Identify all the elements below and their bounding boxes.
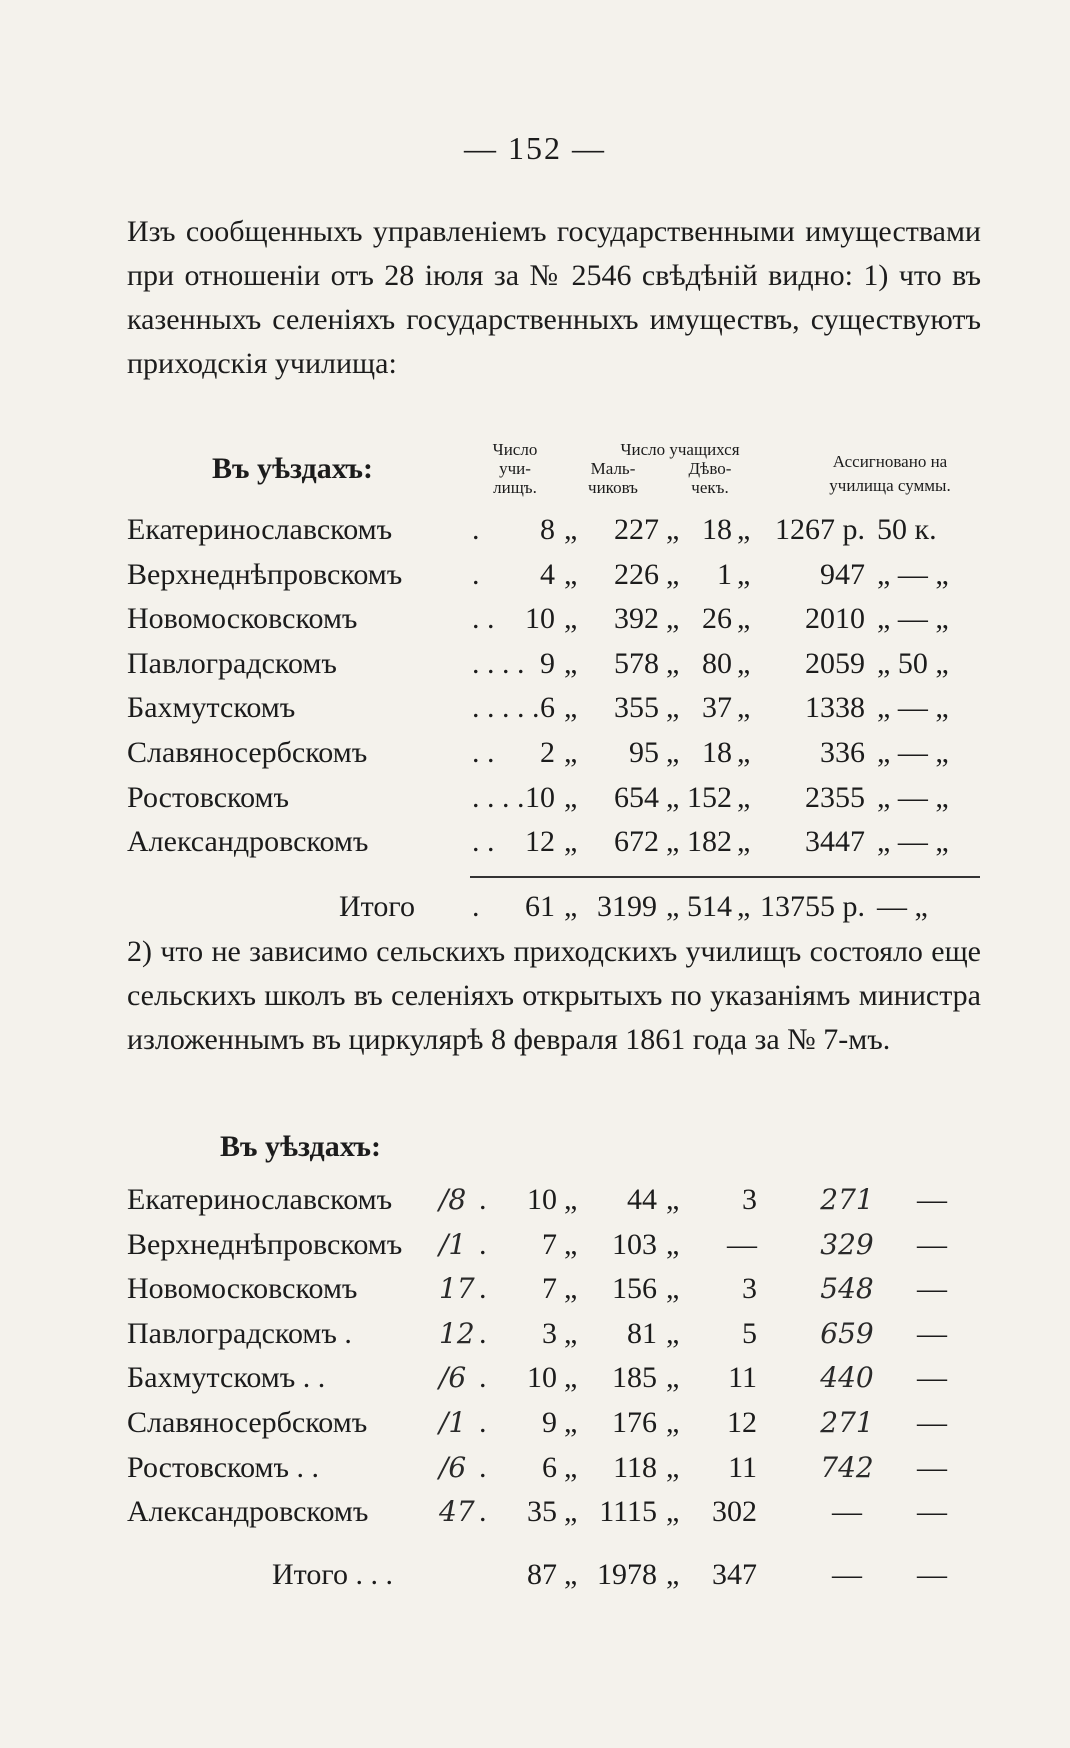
dash: — bbox=[917, 1406, 947, 1439]
table1-row bbox=[127, 602, 987, 646]
row-dots: . . . . bbox=[472, 646, 525, 680]
row-dot: . bbox=[479, 1450, 487, 1484]
region-name: Бахмутскомъ bbox=[127, 691, 296, 725]
sum-rubles: 1338 bbox=[805, 691, 865, 725]
sum-rubles: 1267 р. bbox=[775, 513, 865, 546]
handwritten-number: 12 bbox=[439, 1316, 475, 1350]
col-girls-line2: чекъ. bbox=[691, 478, 729, 497]
schools-count: 4 bbox=[540, 557, 555, 591]
boys-count: 355 bbox=[614, 691, 659, 725]
quote: „ bbox=[666, 557, 680, 591]
table2-total-row: Итого . . . 87 „ 1978 „ 347 — — bbox=[127, 1558, 987, 1602]
t2-total-schools: 87 bbox=[527, 1558, 557, 1591]
girls-count: 182 bbox=[687, 825, 732, 859]
schools-count: 10 bbox=[525, 602, 555, 636]
t2-total-boys: 1978 bbox=[597, 1558, 657, 1591]
sum-rubles: 2059 bbox=[805, 646, 865, 680]
schools-count: 12 bbox=[525, 825, 555, 859]
region-name: Павлоградскомъ bbox=[127, 646, 337, 680]
sum-kopecks: „ — „ bbox=[877, 825, 949, 859]
sum-kopecks: „ — „ bbox=[877, 557, 949, 591]
row-dot: . bbox=[479, 1183, 487, 1216]
boys-count: 95 bbox=[629, 736, 659, 769]
boys-count: 118 bbox=[613, 1450, 657, 1484]
row-dot: . bbox=[479, 1227, 487, 1261]
girls-count: 18 bbox=[702, 736, 732, 769]
boys-count: 185 bbox=[612, 1361, 657, 1395]
quote: „ bbox=[666, 825, 680, 859]
row-dot: . bbox=[479, 1272, 487, 1306]
quote: „ bbox=[666, 1406, 680, 1439]
row-dot: . bbox=[479, 1406, 487, 1439]
quote: „ bbox=[666, 1272, 680, 1306]
total-quote-3: „ bbox=[737, 890, 751, 923]
boys-count: 226 bbox=[614, 557, 659, 591]
sum-kopecks: 50 к. bbox=[877, 513, 937, 546]
table2-row bbox=[127, 1317, 987, 1361]
girls-count: 18 bbox=[702, 513, 732, 546]
girls-count: 3 bbox=[742, 1272, 757, 1306]
girls-count: 80 bbox=[702, 646, 732, 680]
table1-col-sum bbox=[800, 450, 980, 498]
row-dots: . . . . . bbox=[472, 691, 540, 725]
boys-count: 103 bbox=[612, 1227, 657, 1261]
quote: „ bbox=[564, 557, 578, 591]
col-sum-line1: Ассигновано на bbox=[832, 452, 948, 471]
table1-row bbox=[127, 647, 987, 691]
quote: „ bbox=[666, 513, 680, 546]
girls-count: 5 bbox=[742, 1316, 757, 1350]
total-label: Итого bbox=[339, 890, 415, 923]
total-girls: 514 bbox=[687, 890, 732, 923]
table1-region-header: Въ уѣздахъ: bbox=[212, 452, 374, 485]
boys-count: 227 bbox=[614, 513, 659, 546]
total-kop: — „ bbox=[877, 890, 928, 923]
t2-total-label: Итого . . . bbox=[272, 1558, 393, 1591]
boys-count: 176 bbox=[612, 1406, 657, 1439]
sum-kopecks: „ — „ bbox=[877, 691, 949, 725]
girls-count: 152 bbox=[687, 780, 732, 814]
girls-count: 302 bbox=[712, 1495, 757, 1529]
dash: — bbox=[917, 1495, 947, 1529]
region-name: Павлоградскомъ . bbox=[127, 1316, 352, 1350]
sum-rubles: 2010 bbox=[805, 602, 865, 636]
quote: „ bbox=[564, 1495, 578, 1529]
girls-count: 11 bbox=[728, 1450, 757, 1484]
girls-count: 3 bbox=[742, 1183, 757, 1216]
region-name: Славяносербскомъ bbox=[127, 1406, 368, 1439]
col-girls-line1: Дѣво- bbox=[688, 459, 732, 478]
schools-count: 9 bbox=[542, 1406, 557, 1439]
boys-count: 1115 bbox=[599, 1495, 657, 1529]
handwritten-number: /1 bbox=[439, 1227, 467, 1261]
girls-count: 26 bbox=[702, 602, 732, 636]
quote: „ bbox=[564, 602, 578, 636]
table1-col-boys bbox=[568, 459, 658, 497]
region-name: Александровскомъ bbox=[127, 1495, 369, 1529]
table2-row bbox=[127, 1495, 987, 1539]
quote: „ bbox=[564, 780, 578, 814]
quote: „ bbox=[564, 1272, 578, 1306]
boys-count: 81 bbox=[627, 1316, 657, 1350]
total-dots: . bbox=[472, 890, 480, 923]
table1-col-girls bbox=[660, 459, 760, 497]
region-name: Новомосковскомъ bbox=[127, 602, 358, 636]
table2-row bbox=[127, 1228, 987, 1272]
intro-paragraph: Изъ сообщенныхъ управленіемъ государственными имуществами при отношеніи отъ 28 іюля за № 2546 свѣдѣній видно: 1) что въ казенныхъ селеніяхъ государственныхъ имуществъ, существуютъ приходскія училища: bbox=[127, 215, 981, 380]
row-dots: . bbox=[472, 557, 480, 591]
schools-count: 10 bbox=[525, 780, 555, 814]
handwritten-sum: 548 bbox=[820, 1272, 874, 1306]
dash: — bbox=[917, 1183, 947, 1216]
region-name: Бахмутскомъ . . bbox=[127, 1361, 326, 1395]
dash: — bbox=[917, 1361, 947, 1395]
boys-count: 672 bbox=[614, 825, 659, 859]
handwritten-sum: 742 bbox=[820, 1450, 874, 1484]
boys-count: 392 bbox=[614, 602, 659, 636]
region-name: Екатеринославскомъ bbox=[127, 513, 393, 546]
table1-col-schools bbox=[470, 440, 560, 497]
quote: „ bbox=[564, 736, 578, 769]
quote: „ bbox=[564, 1183, 578, 1216]
quote: „ bbox=[666, 1227, 680, 1261]
quote: „ bbox=[666, 691, 680, 725]
total-quote-1: „ bbox=[564, 890, 578, 923]
handwritten-sum: 271 bbox=[820, 1183, 874, 1216]
table1-total-rule bbox=[470, 876, 980, 878]
quote: „ bbox=[737, 513, 751, 546]
sum-rubles: 2355 bbox=[805, 780, 865, 814]
table2-row bbox=[127, 1451, 987, 1495]
schools-count: 35 bbox=[527, 1495, 557, 1529]
row-dot: . bbox=[479, 1316, 487, 1350]
handwritten-sum: 659 bbox=[820, 1316, 874, 1350]
dash: — bbox=[917, 1227, 947, 1261]
dash: — bbox=[832, 1495, 862, 1529]
total-schools: 61 bbox=[525, 890, 555, 923]
quote: „ bbox=[666, 780, 680, 814]
t2-total-dash2: — bbox=[917, 1558, 947, 1591]
quote: „ bbox=[666, 736, 680, 769]
t2-total-dash1: — bbox=[832, 1558, 862, 1591]
handwritten-number: /6 bbox=[439, 1450, 467, 1484]
table2-row bbox=[127, 1361, 987, 1405]
row-dots: . bbox=[472, 513, 480, 546]
table1-row bbox=[127, 825, 987, 869]
col-schools-line2: учи- bbox=[499, 459, 531, 478]
boys-count: 156 bbox=[612, 1272, 657, 1306]
total-quote-2: „ bbox=[666, 890, 680, 923]
handwritten-sum: 329 bbox=[820, 1227, 874, 1261]
quote: „ bbox=[564, 1227, 578, 1261]
sum-rubles: 336 bbox=[820, 736, 865, 769]
row-dot: . bbox=[479, 1361, 487, 1395]
boys-count: 654 bbox=[614, 780, 659, 814]
region-name: Верхнеднѣпровскомъ bbox=[127, 557, 403, 591]
page-number: — 152 — bbox=[464, 130, 606, 166]
schools-count: 8 bbox=[540, 513, 555, 546]
table2-row bbox=[127, 1183, 987, 1227]
quote: „ bbox=[737, 557, 751, 591]
t2-total-girls: 347 bbox=[712, 1558, 757, 1591]
handwritten-number: /1 bbox=[439, 1406, 467, 1439]
quote: „ bbox=[737, 691, 751, 725]
schools-count: 6 bbox=[540, 691, 555, 725]
region-name: Ростовскомъ bbox=[127, 780, 289, 814]
quote: „ bbox=[564, 825, 578, 859]
handwritten-number: /6 bbox=[439, 1361, 467, 1395]
girls-count: — bbox=[727, 1227, 757, 1261]
dash: — bbox=[917, 1272, 947, 1306]
sum-kopecks: „ 50 „ bbox=[877, 646, 949, 680]
sum-rubles: 947 bbox=[820, 557, 865, 591]
quote: „ bbox=[564, 646, 578, 680]
schools-count: 10 bbox=[527, 1361, 557, 1395]
table1-row bbox=[127, 558, 987, 602]
dash: — bbox=[917, 1450, 947, 1484]
quote: „ bbox=[564, 691, 578, 725]
table1-row bbox=[127, 736, 987, 780]
schools-count: 7 bbox=[542, 1227, 557, 1261]
dash: — bbox=[917, 1316, 947, 1350]
schools-count: 10 bbox=[527, 1183, 557, 1216]
handwritten-sum: 271 bbox=[820, 1406, 874, 1439]
handwritten-sum: 440 bbox=[820, 1361, 874, 1395]
row-dot: . bbox=[479, 1495, 487, 1529]
schools-count: 2 bbox=[540, 736, 555, 769]
region-name: Славяносербскомъ bbox=[127, 736, 368, 769]
quote: „ bbox=[564, 1361, 578, 1395]
sum-kopecks: „ — „ bbox=[877, 602, 949, 636]
quote: „ bbox=[666, 1316, 680, 1350]
region-name: Ростовскомъ . . bbox=[127, 1450, 319, 1484]
quote: „ bbox=[737, 602, 751, 636]
table2-region-header: Въ уѣздахъ: bbox=[220, 1130, 382, 1163]
row-dots: . . bbox=[472, 736, 495, 769]
region-name: Екатеринославскомъ bbox=[127, 1183, 393, 1216]
col-schools-line1: Число bbox=[492, 440, 538, 459]
quote: „ bbox=[666, 1495, 680, 1529]
quote: „ bbox=[666, 1450, 680, 1484]
girls-count: 12 bbox=[727, 1406, 757, 1439]
table1-total-row bbox=[127, 890, 987, 934]
region-name: Александровскомъ bbox=[127, 825, 369, 859]
girls-count: 1 bbox=[717, 557, 732, 591]
quote: „ bbox=[564, 1450, 578, 1484]
quote: „ bbox=[666, 1361, 680, 1395]
quote: „ bbox=[666, 646, 680, 680]
quote: „ bbox=[564, 1316, 578, 1350]
quote: „ bbox=[564, 1406, 578, 1439]
handwritten-number: 47 bbox=[439, 1495, 475, 1529]
quote: „ bbox=[666, 1183, 680, 1216]
col-boys-line2: чиковъ bbox=[588, 478, 638, 497]
sum-kopecks: „ — „ bbox=[877, 736, 949, 769]
region-name: Новомосковскомъ bbox=[127, 1272, 358, 1306]
region-name: Верхнеднѣпровскомъ bbox=[127, 1227, 403, 1261]
table1-row bbox=[127, 781, 987, 825]
sum-rubles: 3447 bbox=[805, 825, 865, 859]
girls-count: 11 bbox=[728, 1361, 757, 1395]
col-sum-line2: училища суммы. bbox=[829, 476, 951, 495]
total-boys: 3199 bbox=[597, 890, 657, 923]
girls-count: 37 bbox=[702, 691, 732, 725]
quote: „ bbox=[737, 780, 751, 814]
quote: „ bbox=[666, 602, 680, 636]
table2-row bbox=[127, 1272, 987, 1316]
schools-count: 7 bbox=[542, 1272, 557, 1306]
boys-count: 44 bbox=[627, 1183, 657, 1216]
total-rub: 13755 р. bbox=[760, 890, 865, 923]
row-dots: . . bbox=[472, 602, 495, 636]
schools-count: 6 bbox=[542, 1450, 557, 1484]
schools-count: 9 bbox=[540, 646, 555, 680]
table2-row bbox=[127, 1406, 987, 1450]
sum-kopecks: „ — „ bbox=[877, 780, 949, 814]
quote: „ bbox=[737, 646, 751, 680]
quote: „ bbox=[737, 736, 751, 769]
schools-count: 3 bbox=[542, 1316, 557, 1350]
row-dots: . . bbox=[472, 825, 495, 859]
quote: „ bbox=[737, 825, 751, 859]
col-schools-line3: лищъ. bbox=[493, 478, 537, 497]
handwritten-number: 17 bbox=[439, 1272, 475, 1306]
table1-row bbox=[127, 513, 987, 557]
handwritten-number: /8 bbox=[439, 1183, 467, 1216]
table1-col-pupils-header: Число учащихся bbox=[620, 440, 740, 459]
second-paragraph: 2) что не зависимо сельскихъ приходскихъ училищъ состояло еще сельскихъ школъ въ селеніяхъ открытыхъ по указаніямъ министра изложеннымъ въ циркулярѣ 8 февраля 1861 года за № 7-мъ. bbox=[127, 935, 981, 1056]
quote: „ bbox=[564, 513, 578, 546]
row-dots: . . . . bbox=[472, 780, 525, 814]
col-boys-line1: Маль- bbox=[590, 459, 636, 478]
boys-count: 578 bbox=[614, 646, 659, 680]
table1-row bbox=[127, 691, 987, 735]
